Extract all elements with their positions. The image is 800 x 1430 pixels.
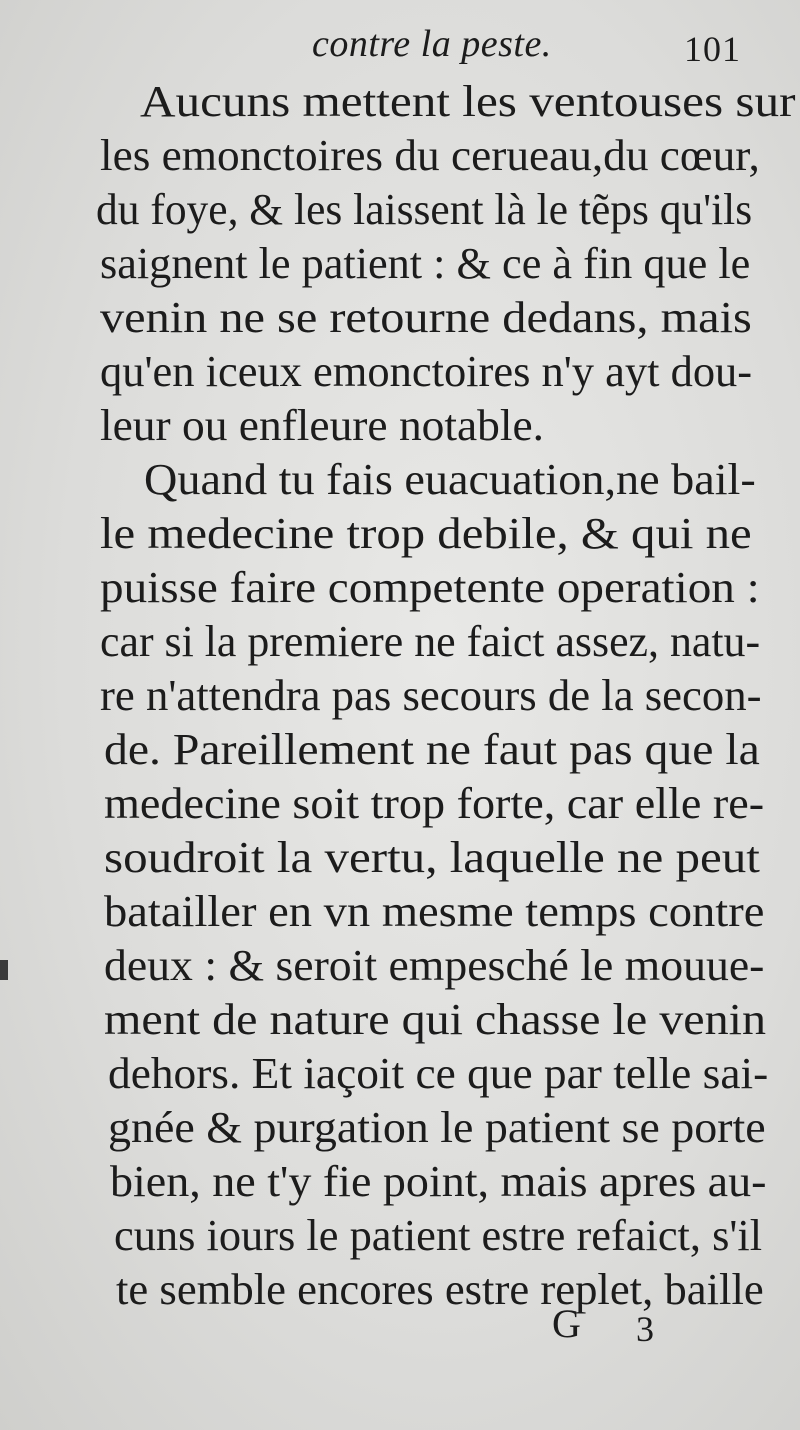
text-line: re n'attendra pas secours de la secon-	[100, 671, 762, 720]
text-line: batailler en vn mesme temps contre	[104, 887, 765, 936]
text-line: le medecine trop debile, & qui ne	[100, 509, 752, 558]
text-line: bien, ne t'y fie point, mais apres au-	[110, 1157, 767, 1206]
text-line: du foye, & les laissent là le tẽps qu'ils	[96, 185, 753, 234]
text-line: cuns iours le patient estre refaict, s'il	[114, 1211, 763, 1260]
margin-blot	[0, 960, 8, 980]
running-head: contre la peste.	[312, 23, 552, 65]
text-line: soudroit la vertu, laquelle ne peut	[104, 833, 760, 882]
text-line: dehors. Et iaçoit ce que par telle sai-	[108, 1049, 769, 1098]
text-line: saignent le patient : & ce à fin que le	[100, 239, 751, 288]
text-line: car si la premiere ne faict assez, natu-	[100, 617, 761, 666]
text-line: ment de nature qui chasse le venin	[104, 995, 767, 1044]
text-line: les emonctoires du cerueau,du cœur,	[100, 131, 760, 180]
text-line: leur ou enfleure notable.	[100, 401, 545, 450]
text-line: qu'en iceux emonctoires n'y ayt dou-	[100, 347, 753, 396]
text-line: medecine soit trop forte, car elle re-	[104, 779, 765, 828]
text-line: Quand tu fais euacuation,ne bail-	[144, 455, 756, 504]
text-line: gnée & purgation le patient se porte	[108, 1103, 766, 1152]
text-line: deux : & seroit empesché le mouue-	[104, 941, 765, 990]
signature-mark: G	[552, 1301, 581, 1346]
text-line: puisse faire competente operation :	[100, 563, 760, 612]
gathering-number: 3	[636, 1309, 654, 1349]
text-line: Aucuns mettent les ventouses sur	[140, 77, 796, 126]
text-line: de. Pareillement ne faut pas que la	[104, 725, 760, 774]
text-line: venin ne se retourne dedans, mais	[100, 293, 752, 342]
page-number: 101	[684, 29, 741, 69]
text-line: te semble encores estre replet, baille	[116, 1265, 764, 1314]
